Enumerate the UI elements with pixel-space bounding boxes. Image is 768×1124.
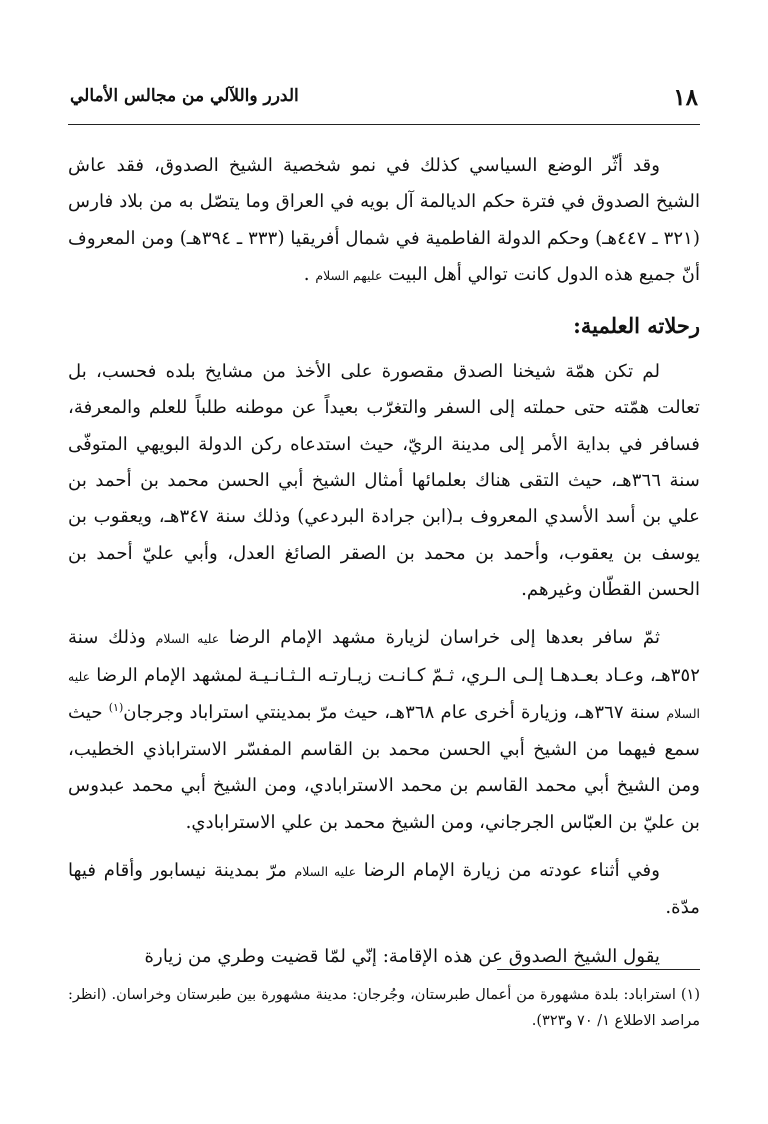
honorific-glyph: عليه السلام xyxy=(155,631,220,647)
section-heading: رحلاته العلمية: xyxy=(573,313,700,339)
page-header xyxy=(68,84,700,120)
paragraph-text: حيث سمع فيهما من الشيخ أبي الحسن محمد بن القاسم المفسّر الاستراباذي الخطيب، ومن الشيخ أبي محمد القاسم بن محمد الاسترابادي، ومن الشيخ أبي محمد عبدوس بن عليّ بن العبّاس الجرجاني، ومن الشيخ محمد بن علي الاسترابادي. xyxy=(68,701,700,833)
footnote-reference[interactable]: (١) xyxy=(108,700,124,714)
honorific-glyph: عليهم السلام xyxy=(315,267,383,283)
footnote-item: (١) استراباد: بلدة مشهورة من أعمال طبرستان، وجُرجان: مدينة مشهورة بين طبرستان وخراسان. (انظر: مراصد الاطلاع ١/ ٧٠ و٣٢٣). xyxy=(68,987,700,1029)
paragraph-text: وقد أثّر الوضع السياسي كذلك في نمو شخصية الشيخ الصدوق، فقد عاش الشيخ الصدوق في فترة حكم الديالمة آل بويه في العراق وما يتصّل به من بلاد فارس (٣٢١ ـ ٤٤٧هـ) وحكم الدولة الفاطمية في شمال أفريقيا (٣٣٣ ـ ٣٩٤هـ) ومن المعروف أنّ جميع هذه الدول كانت توالي أهل البيت xyxy=(68,155,700,285)
header-divider xyxy=(68,124,700,125)
paragraph-text: مرّ بمدينة نيسابور وأقام فيها مدّة. xyxy=(68,860,700,919)
running-title: الدرر واللآلي من مجالس الأمالي xyxy=(70,86,299,106)
paragraph-end: . xyxy=(303,263,316,285)
footnote-divider xyxy=(497,969,700,970)
paragraph-text: ثمّ سافر بعدها إلى خراسان لزيارة مشهد الإمام الرضا xyxy=(219,627,661,649)
paragraph-political-context xyxy=(68,148,700,294)
honorific-glyph: عليه السلام xyxy=(294,864,357,880)
paragraph-nishapur xyxy=(68,853,700,927)
paragraph-journey-khorasan xyxy=(68,620,700,841)
honorific-glyph: عليه السلام xyxy=(68,668,700,721)
page-number: ١٨ xyxy=(673,84,698,111)
paragraph-text: وذلك سنة ٣٥٢هـ، وعـاد بعـدهـا إلـى الـري، ثـمّ كـانـت زيـارتـه الـثـانـيـة لمشهد الإمام الرضا xyxy=(68,627,700,686)
paragraph-text: سنة ٣٦٧هـ، وزيارة أخرى عام ٣٦٨هـ، حيث مرّ بمدينتي استراباد وجرجان xyxy=(123,701,667,723)
paragraph-quote-intro: يقول الشيخ الصدوق عن هذه الإقامة: إنّي لمّا قضيت وطري من زيارة xyxy=(144,945,660,967)
main-text xyxy=(68,148,700,987)
paragraph-journey-rayy: لم تكن همّة شيخنا الصدق مقصورة على الأخذ من مشايخ بلده فحسب، بل تعالت همّته حتى حملته إلى السفر والتغرّب بعيداً عن موطنه طلباً للعلم والمعرفة، فسافر في بداية الأمر إلى مدينة الريّ، حيث استدعاه ركن الدولة البويهي المتوفّى سنة ٣٦٦هـ، حيث التقى هناك بعلمائها أمثال الشيخ أبي الحسن محمد بن أحمد بن علي بن أسد الأسدي المعروف بـ(ابن جرادة البردعي) وذلك سنة ٣٤٧هـ، ويعقوب بن يوسف بن يعقوب، وأحمد بن محمد بن الصقر الصائغ العدل، وأبي عليّ أحمد بن الحسن القطّان وغيرهم. xyxy=(68,361,700,600)
paragraph-text: وفي أثناء عودته من زيارة الإمام الرضا xyxy=(356,860,660,882)
footnotes xyxy=(68,982,700,1034)
